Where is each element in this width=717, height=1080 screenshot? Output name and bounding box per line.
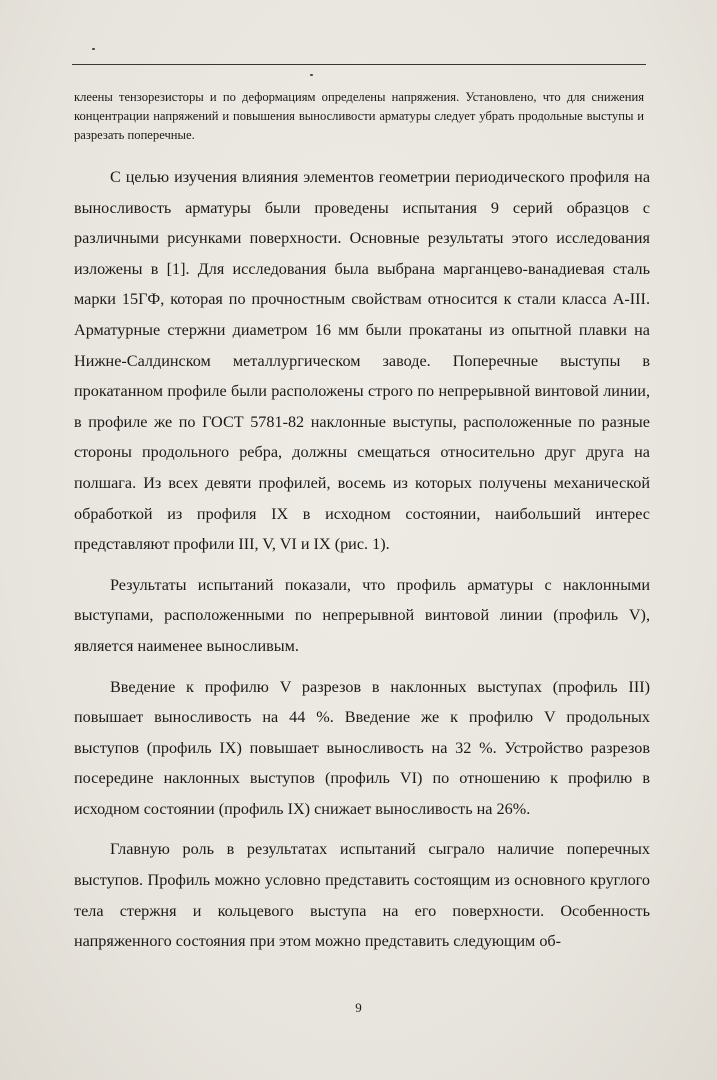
scan-speck: [92, 48, 95, 50]
paragraph-1: С целью изучения влияния элементов геометрии периодического профиля на выносливость арматуры были проведены испытания 9 серий образцов с различными рисунками поверхности. Основные результаты этого исследования изложены в [1]. Для исследования была выбрана марганцево-ванадиевая сталь марки 15ГФ, которая по прочностным свойствам относится к стали класса А-III. Арматурные стержни диаметром 16 мм были прокатаны из опытной плавки на Нижне-Салдинском металлургическом заводе. Поперечные выступы в прокатанном профиле были расположены строго по непрерывной винтовой линии, в профиле же по ГОСТ 5781-82 наклонные выступы, расположенные по разные стороны продольного ребра, должны смещаться относительно друг друга на полшага. Из всех девяти профилей, восемь из которых получены механической обработкой из профиля IX в исходном состоянии, наибольший интерес представляют профили III, V, VI и IX (рис. 1).: [74, 168, 650, 554]
page-number: 9: [355, 1000, 362, 1015]
scan-speck: [310, 74, 313, 76]
paragraph-3: Введение к профилю V разрезов в наклонных выступах (профиль III) повышает выносливость на 44 %. Введение же к профилю V продольных выступов (профиль IX) повышает выносливость на 32 %. Устройство разрезов посередине наклонных выступов (профиль VI) по отношению к профилю в исходном состоянии (профиль IX) снижает выносливость на 26%.: [74, 677, 650, 818]
footnote-text: клеены тензорезисторы и по деформациям определены напряжения. Установлено, что для снижения концентрации напряжений и повышения выносливости арматуры следует убрать продольные выступы и разрезать поперечные.: [74, 90, 644, 142]
paragraph-2: Результаты испытаний показали, что профиль арматуры с наклонными выступами, расположенными по непрерывной винтовой линии (профиль V), является наименее выносливым.: [74, 575, 650, 655]
main-text: [74, 162, 650, 967]
paragraph-4: Главную роль в результатах испытаний сыграло наличие поперечных выступов. Профиль можно условно представить состоящим из основного круглого тела стержня и кольцевого выступа на его поверхности. Особенность напряженного состояния при этом можно представить следующим об-: [74, 840, 650, 951]
header-rule: [72, 64, 646, 65]
